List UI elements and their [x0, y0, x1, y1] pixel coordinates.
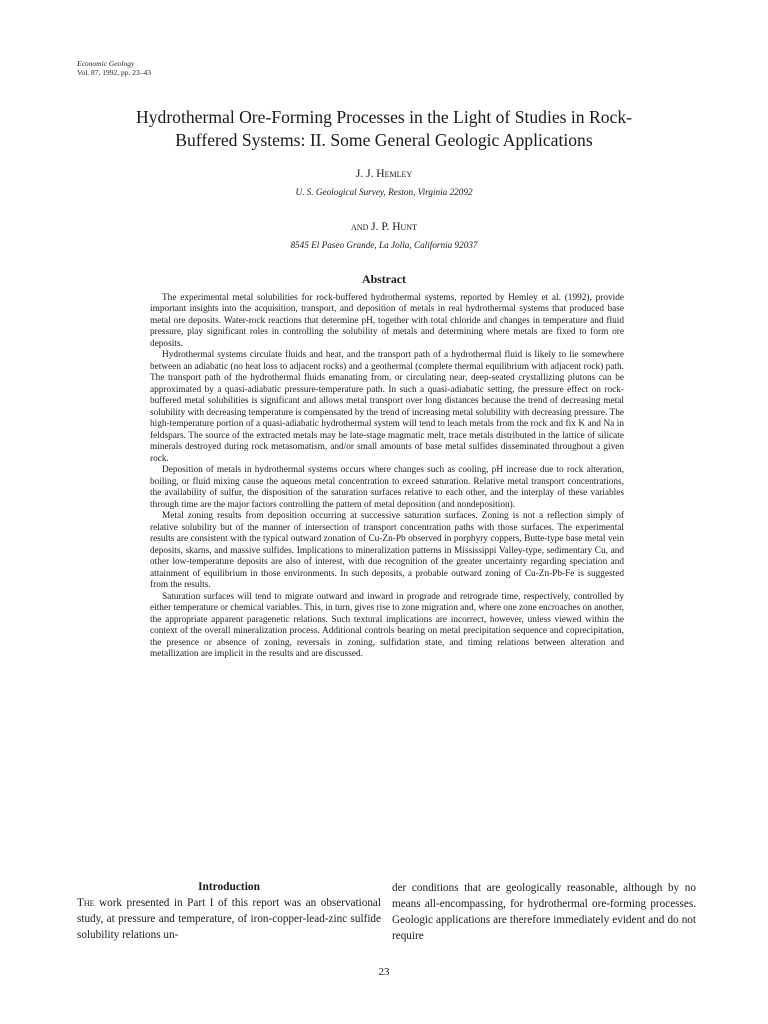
- author-2-affiliation: 8545 El Paseo Grande, La Jolla, California 92037: [290, 240, 478, 250]
- introduction-left-text: work presented in Part I of this report was an observational study, at pressure and temperature, of iron-copper-lead-zinc sulfide solubility relations un-: [77, 897, 381, 941]
- paper-title-line-1: Hydrothermal Ore-Forming Processes in the Light of Studies in Rock-: [136, 107, 632, 127]
- abstract-body: [150, 293, 624, 661]
- introduction-lead-word: The: [77, 897, 95, 909]
- author-2: [0, 221, 768, 234]
- introduction-heading: Introduction: [198, 881, 260, 893]
- author-1-affiliation: U. S. Geological Survey, Reston, Virginia 22092: [295, 187, 473, 197]
- journal-volume-line: Vol. 87, 1992, pp. 23–43: [77, 68, 152, 77]
- abstract-paragraph-1: The experimental metal solubilities for rock-buffered hydrothermal systems, reported by Hemley et al. (1992), provide important insights into the acquisition, transport, and deposition of metals in real hydrothermal systems that produced base metal ore deposits. Water-rock reactions that determine pH, together with total chloride and changes in temperature and fluid pressure, play significant roles in controlling the solubility of metals and determining where metals are fixed to form ore deposits.: [150, 293, 624, 349]
- page-number: 23: [378, 966, 390, 978]
- paper-title-line-2: Buffered Systems: II. Some General Geologic Applications: [175, 130, 593, 150]
- author-1: [0, 168, 768, 181]
- journal-citation: [77, 59, 151, 77]
- abstract-paragraph-3: Deposition of metals in hydrothermal systems occurs where changes such as cooling, pH increase due to rock alteration, boiling, or fluid mixing cause the aqueous metal concentration to exceed saturation. Relative metal transport concentrations, the availability of sulfur, the disposition of the saturation surfaces relative to each other, and the interplay of these variables through time are the major factors controlling the pattern of metal deposition (and nondeposition).: [150, 465, 624, 510]
- author-2-initials: J. P.: [371, 221, 393, 233]
- abstract-heading: Abstract: [362, 272, 406, 286]
- author-1-initials: J. J.: [355, 168, 377, 180]
- abstract-paragraph-4: Metal zoning results from deposition occurring at successive saturation surfaces. Zoning is not a reflection simply of relative solubility but of the manner of intersection of transport concentration paths with those surfaces. The experimental results are consistent with the typical outward zonation of Cu-Zn-Pb observed in porphyry coppers, Butte-type base metal vein deposits, skarns, and massive sulfides. Implications to mineralization patterns in Mississippi Valley-type, sedimentary Cu, and other low-temperature deposits are also of interest, with due recognition of the greater uncertainty regarding speciation and attainment of equilibrium in those environments. In such deposits, a probable outward zoning of Cu-Zn-Pb-Fe is suggested from the results.: [150, 511, 624, 591]
- author-1-surname: Hemley: [376, 168, 413, 180]
- body-column-right: [392, 880, 696, 944]
- abstract-paragraph-5: Saturation surfaces will tend to migrate outward and inward in prograde and retrograde time, respectively, controlled by either temperature or chemical variables. This, in turn, gives rise to zone migration and, where one zone encroaches on another, the appropriate apparent paragenetic relations. Such textural implications are incorrect, however, unless viewed within the context of the overall mineralization process. Additional controls bearing on metal precipitation sequence and coprecipitation, the presence or absence of zoning, reversals in zoning, sulfidation state, and timing relations between alteration and metallization are implicit in the results and are discussed.: [150, 591, 624, 660]
- introduction-paragraph-continued: der conditions that are geologically reasonable, although by no means all-encompassing, for hydrothermal ore-forming processes. Geologic applications are therefore immediately evident and do not require: [392, 882, 696, 942]
- paper-title: [60, 106, 708, 152]
- author-2-prefix: and: [351, 221, 372, 233]
- body-column-left: [77, 880, 381, 943]
- author-2-surname: Hunt: [392, 221, 417, 233]
- abstract-paragraph-2: Hydrothermal systems circulate fluids and heat, and the transport path of a hydrothermal fluid is likely to lie somewhere between an adiabatic (no heat loss to adjacent rocks) and a geothermal (complete thermal equilibrium with adjacent rock) path. The transport path of the hydrothermal fluids emanating from, or circulating near, deep-seated crystallizing plutons can be approximated by a quasi-adiabatic pressure-temperature path. In such a quasi-adiabatic setting, the pressure effect on rock-buffered metal solubilities is significant and allows metal transport over long distances because the trend of decreasing metal solubility with decreasing temperature is compensated by the trend of increasing metal solubility with decreasing pressure. The high-temperature portion of a quasi-adiabatic hydrothermal system will tend to leach metals from the rock and fix K and Na in feldspars. The source of the extracted metals may be late-stage magmatic melt, trace metals distributed in the lattice of silicate minerals destroyed during rock metasomatism, and/or small amounts of base metal sulfides disseminated throughout a given rock.: [150, 350, 624, 464]
- introduction-paragraph-start: [77, 895, 381, 943]
- journal-name: Economic Geology: [77, 59, 135, 68]
